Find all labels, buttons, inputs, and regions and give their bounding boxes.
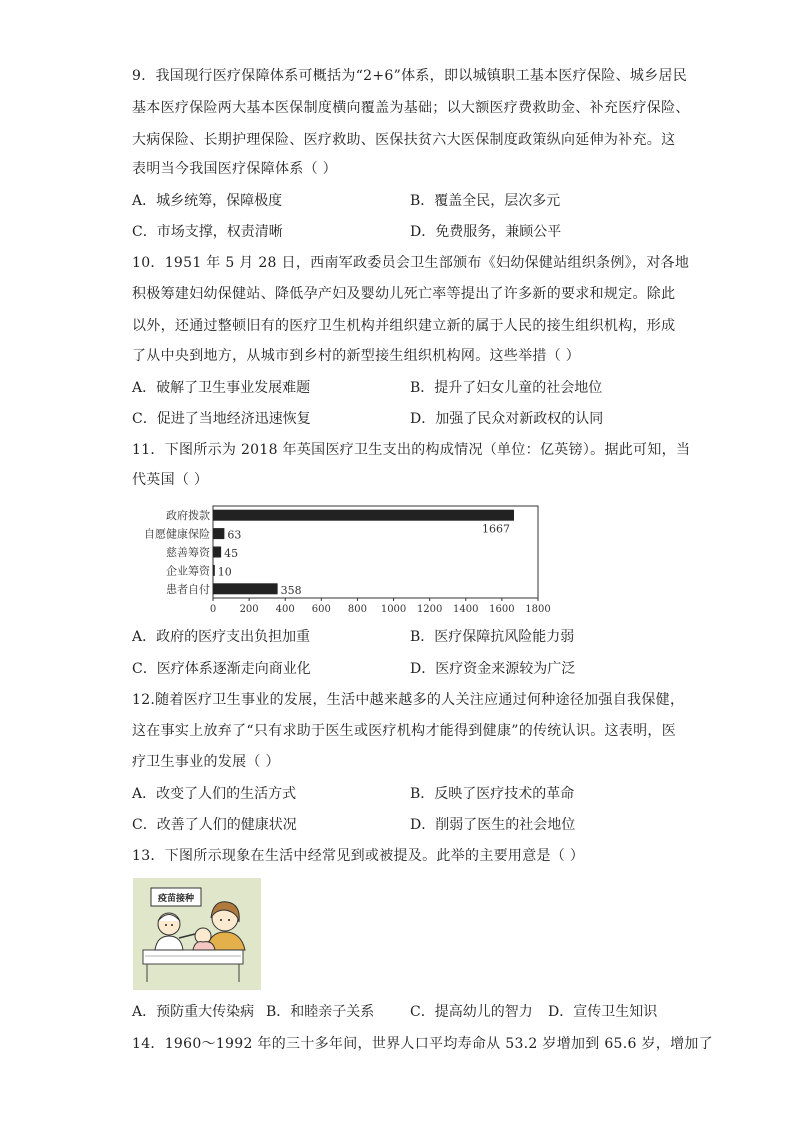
q13-line-1: 13．下图所示现象在生活中经常见到或被提及。此举的主要用意是（ ）: [132, 848, 585, 864]
q11-option-b[interactable]: B．医疗保障抗风险能力弱: [410, 629, 575, 645]
x-tick-label-6: 1200: [416, 604, 443, 615]
sign-text: 疫苗接种: [157, 894, 195, 904]
x-tick-label-0: 0: [209, 604, 217, 615]
q9-line-1: 9．我国现行医疗保障体系可概括为“2+6”体系，即以城镇职工基本医疗保险、城乡居民: [132, 68, 688, 84]
q10-option-d[interactable]: D．加强了民众对新政权的认同: [410, 411, 604, 427]
q9-option-a[interactable]: A．城乡统筹，保障极度: [132, 193, 283, 209]
q10-line-3: 以外，还通过整顿旧有的医疗卫生机构并组织建立新的属于人民的接生组织机构，形成: [132, 318, 676, 334]
q10-option-c[interactable]: C．促进了当地经济迅速恢复: [132, 411, 311, 427]
q9-option-c[interactable]: C．市场支撑，权责清晰: [132, 224, 283, 240]
q11-option-a[interactable]: A．政府的医疗支出负担加重: [132, 629, 311, 645]
value-label-0: 1667: [481, 522, 510, 536]
value-label-1: 63: [227, 528, 242, 542]
x-tick-label-3: 600: [311, 604, 331, 615]
q12-option-c[interactable]: C．改善了人们的健康状况: [132, 817, 297, 833]
x-tick-label-1: 200: [239, 604, 259, 615]
x-tick-label-2: 400: [275, 604, 295, 615]
q10-option-a[interactable]: A．破解了卫生事业发展难题: [132, 380, 311, 396]
x-tick-label-9: 1800: [525, 604, 551, 615]
q13-option-d[interactable]: D．宣传卫生知识: [548, 1004, 658, 1020]
x-tick-label-7: 1400: [453, 604, 479, 615]
q9-line-3: 大病保险、长期护理保险、医疗救助、医保扶贫六大医保制度政策纵向延伸为补充。这: [132, 132, 676, 148]
bar-3: [213, 565, 215, 576]
q12-option-b[interactable]: B．反映了医疗技术的革命: [410, 786, 575, 802]
bar-1: [213, 528, 224, 539]
value-label-2: 45: [224, 547, 239, 560]
x-tick-label-8: 1600: [489, 604, 515, 615]
table-icon: [143, 950, 243, 964]
bar-2: [213, 547, 221, 558]
q11-line-1: 11．下图所示为 2018 年英国医疗卫生支出的构成情况（单位：亿英镑）。据此可知，当: [132, 442, 691, 458]
q9-option-b[interactable]: B．覆盖全民，层次多元: [410, 193, 561, 209]
q11-line-2: 代英国（ ）: [132, 472, 209, 488]
bar-4: [213, 583, 278, 594]
x-tick-label-5: 1000: [380, 604, 407, 615]
q12-option-d[interactable]: D．削弱了医生的社会地位: [410, 817, 576, 833]
expenditure-bar-chart: [144, 502, 555, 624]
q11-option-c[interactable]: C．医疗体系逐渐走向商业化: [132, 661, 311, 677]
q10-line-4: 了从中央到地方，从城市到乡村的新型接生组织机构网。这些举措（ ）: [132, 348, 581, 364]
category-label-1: 自愿健康保险: [144, 527, 210, 541]
value-label-3: 10: [217, 565, 232, 579]
value-label-4: 358: [280, 583, 302, 597]
q9-option-d[interactable]: D．免费服务，兼顾公平: [410, 224, 562, 240]
q12-line-1: 12.随着医疗卫生事业的发展，生活中越来越多的人关注应通过何种途径加强自我保健，: [132, 692, 685, 708]
q9-line-4: 表明当今我国医疗保障体系（ ）: [132, 161, 337, 177]
q12-option-a[interactable]: A．改变了人们的生活方式: [132, 786, 297, 802]
bar-0: [213, 510, 514, 521]
q13-option-b[interactable]: B．和睦亲子关系: [266, 1004, 375, 1020]
category-label-2: 慈善筹资: [166, 546, 210, 559]
q12-line-3: 疗卫生事业的发展（ ）: [132, 754, 280, 770]
q10-line-1: 10．1951 年 5 月 28 日，西南军政委员会卫生部颁布《妇幼保健站组织条例》，对各地: [132, 255, 690, 271]
q12-line-2: 这在事实上放弃了“只有求助于医生或医疗机构才能得到健康”的传统认识。这表明，医: [132, 723, 677, 739]
q10-line-2: 积极筹建妇幼保健站、降低孕产妇及婴幼儿死亡率等提出了许多新的要求和规定。除此: [132, 286, 676, 302]
q13-option-a[interactable]: A．预防重大传染病: [132, 1004, 255, 1020]
q10-option-b[interactable]: B．提升了妇女儿童的社会地位: [410, 380, 603, 396]
q11-option-d[interactable]: D．医疗资金来源较为广泛: [410, 661, 576, 677]
vaccination-cartoon: [133, 878, 261, 990]
category-label-4: 患者自付: [166, 582, 210, 596]
q13-option-c[interactable]: C．提高幼儿的智力: [410, 1004, 533, 1020]
q9-line-2: 基本医疗保险两大基本医保制度横向覆盖为基础；以大额医疗费救助金、补充医疗保险、: [132, 100, 690, 116]
category-label-3: 企业筹资: [166, 564, 210, 578]
category-label-0: 政府拨款: [166, 509, 210, 523]
q14-line-1: 14．1960～1992 年的三十多年间，世界人口平均寿命从 53.2 岁增加到 65.6 岁，增加了: [132, 1036, 713, 1052]
x-tick-label-4: 800: [347, 604, 367, 615]
